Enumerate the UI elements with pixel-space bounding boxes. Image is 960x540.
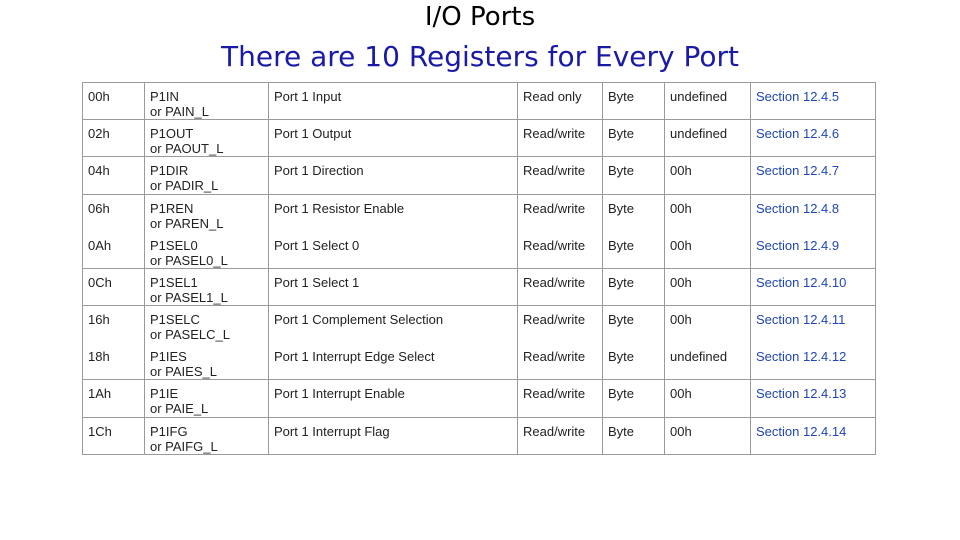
register-cell xyxy=(145,120,269,157)
offset-cell: 1Ch xyxy=(83,418,145,455)
slide-title: I/O Ports xyxy=(424,2,536,32)
access-cell: Byte xyxy=(603,418,665,455)
reset-cell: undefined xyxy=(665,343,751,380)
register-alias: or PAIES_L xyxy=(150,363,217,379)
access-cell: Byte xyxy=(603,157,665,195)
register-alias: or PASEL0_L xyxy=(150,252,228,268)
offset-cell: 00h xyxy=(83,83,145,120)
type-cell: Read/write xyxy=(518,120,603,157)
table-row xyxy=(83,380,876,418)
offset-cell: 0Ah xyxy=(83,232,145,269)
name-cell: Port 1 Interrupt Enable xyxy=(269,380,518,418)
section-link[interactable]: Section 12.4.14 xyxy=(751,418,876,455)
register-cell xyxy=(145,269,269,306)
register-name: P1IES xyxy=(150,348,187,364)
type-cell: Read/write xyxy=(518,269,603,306)
register-name: P1SELC xyxy=(150,312,200,327)
table-row xyxy=(83,83,876,120)
register-name: P1IE xyxy=(150,386,179,401)
register-table xyxy=(82,82,876,455)
register-name: P1IFG xyxy=(150,424,188,439)
section-link[interactable]: Section 12.4.6 xyxy=(751,120,876,157)
type-cell: Read only xyxy=(518,83,603,120)
type-cell: Read/write xyxy=(518,418,603,455)
register-alias: or PAOUT_L xyxy=(150,141,224,156)
section-link[interactable]: Section 12.4.9 xyxy=(751,232,876,269)
reset-cell: 00h xyxy=(665,157,751,195)
register-alias: or PASEL1_L xyxy=(150,290,228,305)
register-alias: or PADIR_L xyxy=(150,178,219,193)
offset-cell: 18h xyxy=(83,343,145,380)
access-cell: Byte xyxy=(603,120,665,157)
offset-cell: 0Ch xyxy=(83,269,145,306)
register-alias: or PAREN_L xyxy=(150,216,224,231)
access-cell: Byte xyxy=(603,83,665,120)
access-cell: Byte xyxy=(603,232,665,269)
table-row xyxy=(83,232,876,269)
register-cell xyxy=(145,157,269,195)
type-cell: Read/write xyxy=(518,195,603,232)
slide-subtitle: There are 10 Registers for Every Port xyxy=(221,40,739,73)
register-cell xyxy=(145,380,269,418)
name-cell: Port 1 Resistor Enable xyxy=(269,195,518,232)
register-name: P1OUT xyxy=(150,126,194,141)
section-link[interactable]: Section 12.4.5 xyxy=(751,83,876,120)
name-cell: Port 1 Complement Selection xyxy=(269,306,518,343)
register-name: P1SEL1 xyxy=(150,275,198,290)
register-name: P1REN xyxy=(150,201,194,216)
type-cell: Read/write xyxy=(518,343,603,380)
register-cell xyxy=(145,83,269,120)
register-alias: or PASELC_L xyxy=(150,327,230,342)
register-cell xyxy=(145,418,269,455)
name-cell: Port 1 Select 1 xyxy=(269,269,518,306)
table-row xyxy=(83,418,876,455)
section-link[interactable]: Section 12.4.12 xyxy=(751,343,876,380)
offset-cell: 06h xyxy=(83,195,145,232)
reset-cell: undefined xyxy=(665,120,751,157)
section-link[interactable]: Section 12.4.8 xyxy=(751,195,876,232)
access-cell: Byte xyxy=(603,306,665,343)
name-cell: Port 1 Input xyxy=(269,83,518,120)
name-cell: Port 1 Interrupt Edge Select xyxy=(269,343,518,380)
register-cell xyxy=(145,232,269,269)
table-row xyxy=(83,306,876,343)
reset-cell: 00h xyxy=(665,306,751,343)
reset-cell: 00h xyxy=(665,380,751,418)
name-cell: Port 1 Select 0 xyxy=(269,232,518,269)
register-name: P1SEL0 xyxy=(150,237,198,253)
section-link[interactable]: Section 12.4.11 xyxy=(751,306,876,343)
offset-cell: 02h xyxy=(83,120,145,157)
table-row xyxy=(83,120,876,157)
reset-cell: undefined xyxy=(665,83,751,120)
type-cell: Read/write xyxy=(518,232,603,269)
table-row xyxy=(83,157,876,195)
reset-cell: 00h xyxy=(665,269,751,306)
table-row xyxy=(83,343,876,380)
name-cell: Port 1 Direction xyxy=(269,157,518,195)
offset-cell: 16h xyxy=(83,306,145,343)
table-row xyxy=(83,269,876,306)
access-cell: Byte xyxy=(603,269,665,306)
table-row xyxy=(83,195,876,232)
section-link[interactable]: Section 12.4.10 xyxy=(751,269,876,306)
type-cell: Read/write xyxy=(518,380,603,418)
access-cell: Byte xyxy=(603,380,665,418)
offset-cell: 1Ah xyxy=(83,380,145,418)
offset-cell: 04h xyxy=(83,157,145,195)
name-cell: Port 1 Output xyxy=(269,120,518,157)
reset-cell: 00h xyxy=(665,232,751,269)
access-cell: Byte xyxy=(603,343,665,380)
register-cell xyxy=(145,306,269,343)
register-name: P1DIR xyxy=(150,163,189,178)
name-cell: Port 1 Interrupt Flag xyxy=(269,418,518,455)
register-cell xyxy=(145,195,269,232)
register-alias: or PAIFG_L xyxy=(150,439,218,454)
register-name: P1IN xyxy=(150,89,179,104)
access-cell: Byte xyxy=(603,195,665,232)
register-alias: or PAIN_L xyxy=(150,104,210,119)
type-cell: Read/write xyxy=(518,306,603,343)
register-alias: or PAIE_L xyxy=(150,401,209,416)
section-link[interactable]: Section 12.4.13 xyxy=(751,380,876,418)
register-cell xyxy=(145,343,269,380)
type-cell: Read/write xyxy=(518,157,603,195)
reset-cell: 00h xyxy=(665,195,751,232)
reset-cell: 00h xyxy=(665,418,751,455)
section-link[interactable]: Section 12.4.7 xyxy=(751,157,876,195)
